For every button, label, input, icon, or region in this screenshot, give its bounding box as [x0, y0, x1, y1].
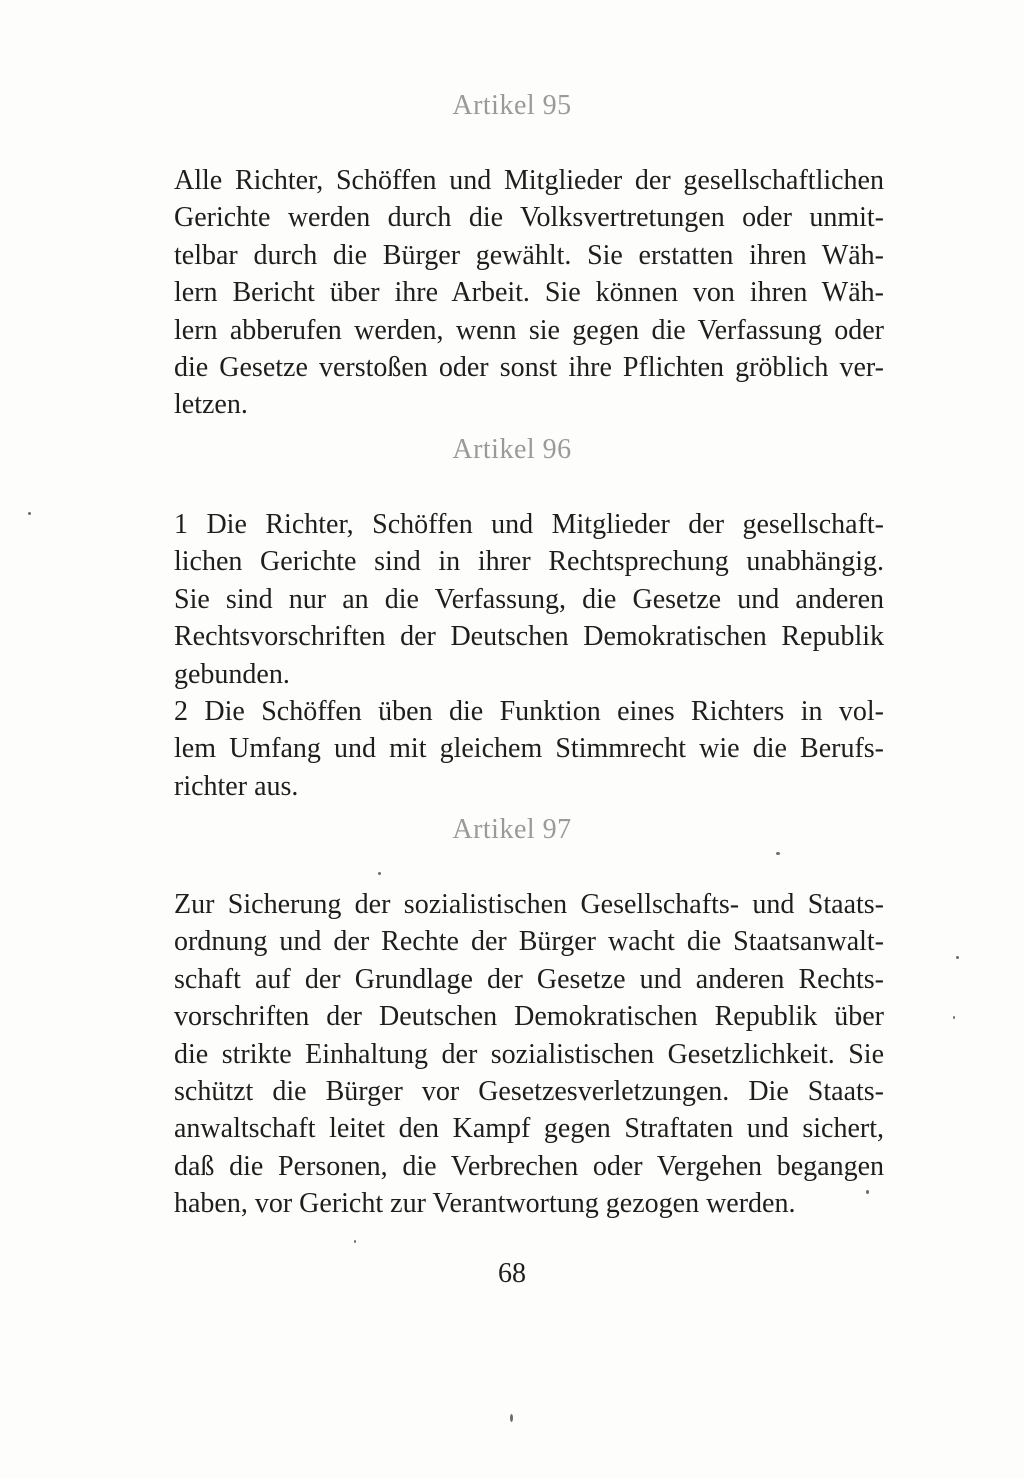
scan-speck [776, 852, 780, 855]
article-97-heading: Artikel 97 [452, 814, 572, 845]
scan-speck [956, 956, 959, 959]
article-97-line: daß die Personen, die Verbrechen oder Vergehen begangen [174, 1150, 884, 1182]
article-95-heading: Artikel 95 [452, 90, 572, 121]
article-96-body [174, 506, 884, 805]
article-97-line: ordnung und der Rechte der Bürger wacht die Staatsanwalt- [174, 926, 884, 958]
article-96-line: 1 Die Richter, Schöffen und Mitglieder der gesellschaft- [174, 509, 884, 540]
article-97-line: Zur Sicherung der sozialistischen Gesellschafts- und Staats- [174, 889, 884, 920]
article-95-line: die Gesetze verstoßen oder sonst ihre Pflichten gröblich ver- [174, 351, 884, 383]
page-number: 68 [498, 1258, 526, 1289]
scan-speck [510, 1414, 513, 1422]
article-97-line: schaft auf der Grundlage der Gesetze und anderen Rechts- [174, 963, 884, 995]
article-95-body [174, 162, 884, 424]
article-96-heading: Artikel 96 [452, 434, 572, 465]
article-95-line: Alle Richter, Schöffen und Mitglieder der gesellschaftlichen [174, 165, 884, 196]
scan-speck [866, 1190, 869, 1194]
scan-speck [378, 872, 381, 875]
article-95-line: lern Bericht über ihre Arbeit. Sie können von ihren Wäh- [174, 277, 884, 309]
article-97-line: vorschriften der Deutschen Demokratischen Republik über [174, 1001, 884, 1033]
scan-speck [354, 1240, 356, 1243]
article-96-line: Sie sind nur an die Verfassung, die Gesetze und anderen [174, 583, 884, 615]
scan-speck [28, 512, 31, 515]
article-96-line: richter aus. [174, 770, 299, 802]
article-96-line: lichen Gerichte sind in ihrer Rechtsprechung unabhängig. [174, 546, 884, 578]
article-95-line: lern abberufen werden, wenn sie gegen die Verfassung oder [174, 314, 884, 346]
article-97-line: die strikte Einhaltung der sozialistischen Gesetzlichkeit. Sie [174, 1038, 884, 1070]
scan-speck [953, 1016, 955, 1019]
article-97-body [174, 886, 884, 1223]
article-96-line: gebunden. [174, 658, 290, 690]
article-96-line: 2 Die Schöffen üben die Funktion eines Richters in vol- [174, 695, 884, 727]
article-95-line: letzen. [174, 389, 248, 421]
article-97-line: schützt die Bürger vor Gesetzesverletzungen. Die Staats- [174, 1075, 884, 1107]
article-97-line: haben, vor Gericht zur Verantwortung gezogen werden. [174, 1188, 796, 1220]
article-95-line: telbar durch die Bürger gewählt. Sie erstatten ihren Wäh- [174, 239, 884, 271]
article-95-line: Gerichte werden durch die Volksvertretungen oder unmit- [174, 202, 884, 234]
article-97-line: anwaltschaft leitet den Kampf gegen Straftaten und sichert, [174, 1113, 884, 1145]
article-96-line: Rechtsvorschriften der Deutschen Demokratischen Republik [174, 621, 884, 653]
article-96-line: lem Umfang und mit gleichem Stimmrecht wie die Berufs- [174, 733, 884, 765]
